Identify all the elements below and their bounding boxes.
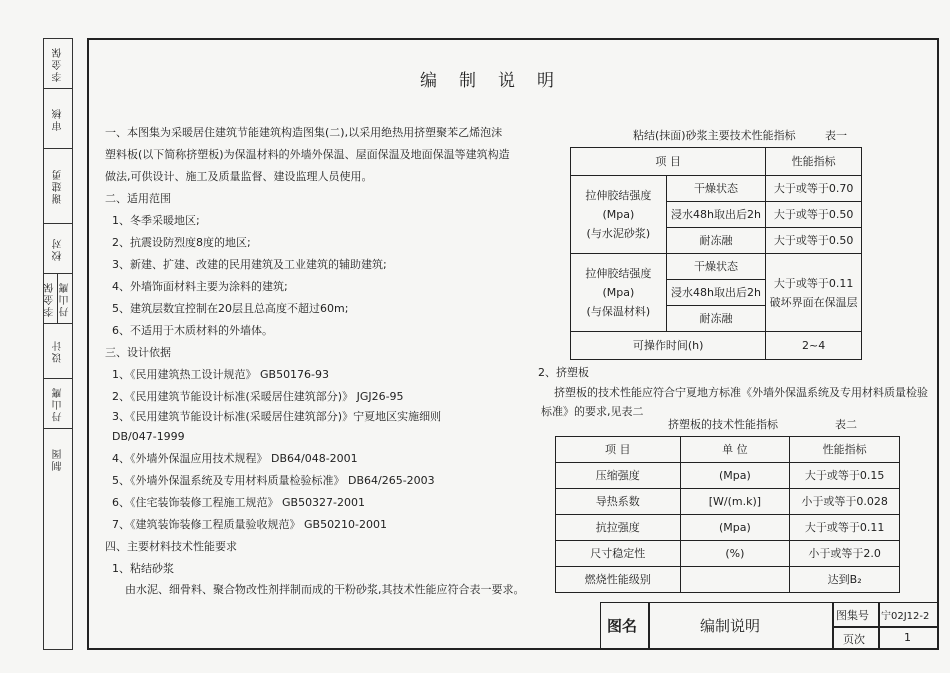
table-header-cell: 性能指标 (790, 437, 900, 463)
side-cell (44, 224, 72, 274)
table-cell: 抗拉强度 (556, 515, 681, 541)
side-cell (44, 89, 72, 149)
table-cell: 尺寸稳定性 (556, 541, 681, 567)
table1-caption: 粘结(抹面)砂浆主要技术性能指标 (633, 129, 796, 142)
side-label: 李金保 (45, 280, 56, 317)
table-cell: 大于或等于0.70 (766, 176, 862, 202)
table-cell: 大于或等于0.50 (766, 202, 862, 228)
table-header-cell: 性能指标 (766, 148, 862, 176)
list-item: 3、《民用建筑节能设计标准(采暖居住建筑部分)》宁夏地区实施细则 (112, 410, 442, 423)
section-heading: 三、设计依据 (105, 346, 171, 359)
paragraph-line: 挤塑板的技术性能应符合宁夏地方标准《外墙外保温系统及专用材料质量检验 (554, 386, 928, 399)
side-cell (44, 324, 72, 379)
table2-number: 表二 (835, 418, 857, 431)
table-cell: 2~4 (766, 332, 862, 360)
table-cell: 达到B₂ (790, 567, 900, 593)
intro-line: 一、本图集为采暖居住建筑节能建筑构造图集(二),以采用绝热用挤塑聚苯乙烯泡沫 (105, 126, 503, 139)
table-cell: 浸水48h取出后2h (666, 202, 766, 228)
side-label: 丹山鹰 (52, 385, 64, 422)
atlas-number-label: 图集号 (836, 609, 869, 622)
table-cell (680, 567, 790, 593)
side-label: 审核 (52, 106, 64, 131)
intro-line: 塑料板(以下简称挤塑板)为保温材料的外墙外保温、屋面保温及地面保温等建筑构造 (105, 148, 510, 161)
table-cell: 浸水48h取出后2h (666, 280, 766, 306)
table-cell: (%) (680, 541, 790, 567)
table-header-cell: 单 位 (680, 437, 790, 463)
side-label: 校对 (52, 236, 64, 261)
table1 (570, 147, 862, 360)
table-cell: 大于或等于0.15 (790, 463, 900, 489)
section-heading: 二、适用范围 (105, 192, 171, 205)
table-cell: 小于或等于2.0 (790, 541, 900, 567)
table-cell: 导热系数 (556, 489, 681, 515)
drawing-name-label: 图名 (607, 617, 638, 635)
title-block-divider (648, 602, 650, 650)
paragraph-line: 标准》的要求,见表二 (541, 405, 644, 418)
sub-heading: 1、粘结砂浆 (112, 562, 174, 575)
table-cell: 耐冻融 (666, 306, 766, 332)
table-group-label: 拉伸胶结强度 (Mpa) (与保温材料) (571, 254, 667, 332)
side-cell (44, 379, 72, 429)
intro-line: 做法,可供设计、施工及质量监督、建设监理人员使用。 (105, 170, 373, 183)
table-header-cell: 项 目 (571, 148, 766, 176)
table1-number: 表一 (825, 129, 847, 142)
drawing-name: 编制说明 (700, 617, 761, 635)
list-item: 1、冬季采暖地区; (112, 214, 200, 227)
list-item: 6、不适用于木质材料的外墙体。 (112, 324, 273, 337)
list-item: 3、新建、扩建、改建的民用建筑及工业建筑的辅助建筑; (112, 258, 387, 271)
list-item: 5、建筑层数宜控制在20层且总高度不超过60m; (112, 302, 349, 315)
table-group-label: 拉伸胶结强度 (Mpa) (与水泥砂浆) (571, 176, 667, 254)
side-label: 谢建勇 (52, 168, 64, 204)
table-cell: 大于或等于0.50 (766, 228, 862, 254)
side-cell (44, 39, 72, 89)
list-item: 2、《民用建筑节能设计标准(采暖居住建筑部分)》 JGJ26-95 (112, 390, 404, 403)
table-cell: 大于或等于0.11 (790, 515, 900, 541)
side-label: 设计 (52, 339, 64, 363)
page-title: 编制说明 (420, 71, 576, 91)
list-item: 6、《住宅装饰装修工程施工规范》 GB50327-2001 (112, 496, 366, 509)
side-cell (44, 429, 72, 489)
table-cell: 燃烧性能级别 (556, 567, 681, 593)
table-cell: 大于或等于0.11 破坏界面在保温层 (766, 254, 862, 332)
table-cell: 干燥状态 (666, 254, 766, 280)
list-item: 1、《民用建筑热工设计规范》 GB50176-93 (112, 368, 330, 381)
list-item: DB/047-1999 (112, 430, 185, 443)
table-cell: 干燥状态 (666, 176, 766, 202)
atlas-number: 宁02J12-2 (881, 611, 930, 622)
table2 (555, 436, 900, 593)
list-item: 2、抗震设防烈度8度的地区; (112, 236, 251, 249)
side-cell (58, 274, 72, 324)
table-cell: (Mpa) (680, 463, 790, 489)
table-cell: 压缩强度 (556, 463, 681, 489)
list-item: 4、外墙饰面材料主要为涂料的建筑; (112, 280, 288, 293)
page-number-label: 页次 (843, 633, 865, 646)
sub-heading: 2、挤塑板 (538, 366, 589, 379)
list-item: 4、《外墙外保温应用技术规程》 DB64/048-2001 (112, 452, 358, 465)
side-cell (44, 274, 58, 324)
side-label: 丹山鹰 (59, 280, 71, 317)
table-cell: [W/(m.k)] (680, 489, 790, 515)
section-heading: 四、主要材料技术性能要求 (105, 540, 237, 553)
table2-caption: 挤塑板的技术性能指标 (668, 418, 778, 431)
table-header-cell: 项 目 (556, 437, 681, 463)
table-cell: (Mpa) (680, 515, 790, 541)
side-label: 李金保 (52, 45, 64, 82)
page-number: 1 (904, 631, 911, 644)
list-item: 7、《建筑装饰装修工程质量验收规范》 GB50210-2001 (112, 518, 388, 531)
side-cell (44, 149, 72, 224)
side-label: 制图 (52, 447, 64, 471)
table-cell: 可操作时间(h) (571, 332, 766, 360)
signature-block (43, 38, 73, 650)
table-cell: 耐冻融 (666, 228, 766, 254)
list-item: 5、《外墙外保温系统及专用材料质量检验标准》 DB64/265-2003 (112, 474, 435, 487)
paragraph: 由水泥、细骨料、聚合物改性剂拌制而成的干粉砂浆,其技术性能应符合表一要求。 (125, 583, 525, 596)
table-cell: 小于或等于0.028 (790, 489, 900, 515)
title-block-divider (832, 626, 939, 628)
